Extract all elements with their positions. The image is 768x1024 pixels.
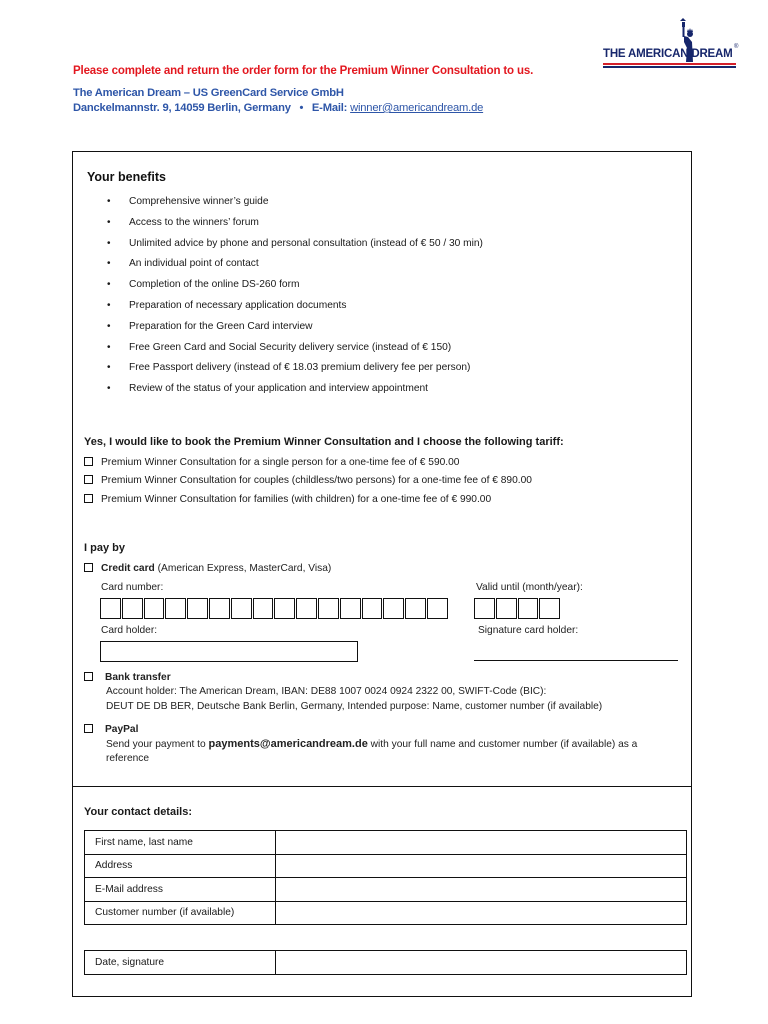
list-item: • Completion of the online DS-260 form [107,276,483,297]
paypal-instructions-line2: reference [106,753,150,764]
digit-box[interactable] [340,598,361,619]
contact-table [84,830,687,925]
bullet-dot: • [107,320,111,332]
paypal-checkbox[interactable] [84,724,93,733]
digit-box[interactable] [122,598,143,619]
list-item: • Free Passport delivery (instead of € 18.03 premium delivery fee per person) [107,359,483,380]
valid-until-input[interactable] [474,598,561,619]
digit-box[interactable] [100,598,121,619]
list-item: • Preparation for the Green Card interview [107,318,483,339]
credit-card-checkbox[interactable] [84,563,93,572]
email-link[interactable]: winner@americandream.de [350,102,484,114]
digit-box[interactable] [274,598,295,619]
list-item: • Access to the winners’ forum [107,214,483,235]
digit-box[interactable] [539,598,560,619]
digit-box[interactable] [518,598,539,619]
table-row [85,901,687,925]
signature-line[interactable] [474,660,678,661]
logo-red-stripe [603,63,736,65]
credit-card-label: Credit card [101,563,155,574]
tariff-option-families[interactable]: Premium Winner Consultation for families (with children) for a one-time fee of € 990.00 [84,494,491,505]
card-number-label: Card number: [101,582,164,593]
list-item: • An individual point of contact [107,255,483,276]
address-input[interactable] [276,854,687,878]
list-item: • Preparation of necessary application documents [107,297,483,318]
valid-until-label: Valid until (month/year): [476,582,583,593]
bullet-dot: • [107,383,111,395]
table-row [85,854,687,878]
bullet-dot: • [107,196,111,207]
date-signature-label: Date, signature [85,951,276,975]
payment-title: I pay by [84,542,125,554]
tariff-couples-checkbox[interactable] [84,475,93,484]
registered-mark: ® [734,44,739,50]
card-holder-label: Card holder: [101,625,158,636]
tariff-option-single[interactable]: Premium Winner Consultation for a single person for a one-time fee of € 590.00 [84,457,459,468]
headline: Please complete and return the order form for the Premium Winner Consultation to us. [73,65,534,77]
date-signature-input[interactable] [276,951,687,975]
digit-box[interactable] [318,598,339,619]
bullet-dot: • [107,362,111,374]
bullet-dot: • [107,258,111,270]
digit-box[interactable] [296,598,317,619]
bank-transfer-option[interactable] [84,672,171,683]
customer-number-label: Customer number (if available) [85,901,276,925]
paypal-label: PayPal [105,724,139,735]
list-item: • Free Green Card and Social Security delivery service (instead of € 150) [107,339,483,360]
bullet-dot: • [107,279,111,291]
list-item: • Comprehensive winner’s guide [107,193,483,214]
name-label: First name, last name [85,831,276,855]
signature-label: Signature card holder: [478,625,579,636]
benefits-list [107,193,483,401]
credit-card-types: (American Express, MasterCard, Visa) [157,563,332,574]
logo-blue-stripe [603,66,736,68]
credit-card-option[interactable] [84,563,331,574]
brand-logo [600,18,740,68]
email-address-input[interactable] [276,878,687,902]
address-text: Danckelmannstr. 9, 14059 Berlin, Germany [73,102,291,114]
list-item: • Review of the status of your application and interview appointment [107,380,483,401]
digit-box[interactable] [187,598,208,619]
email-label: E-Mail: [311,102,348,114]
digit-box[interactable] [165,598,186,619]
digit-box[interactable] [362,598,383,619]
statue-of-liberty-icon [600,18,740,68]
list-item: • Unlimited advice by phone and personal consultation (instead of € 50 / 30 min) [107,235,483,256]
tariff-option-couples[interactable]: Premium Winner Consultation for couples (childless/two persons) for a one-time fee of € 890.00 [84,475,532,486]
digit-box[interactable] [474,598,495,619]
logo-text: THE AMERICAN DREAM [603,48,733,60]
customer-number-input[interactable] [276,901,687,925]
date-signature-table [84,950,687,975]
contact-title: Your contact details: [84,806,192,818]
table-row [85,878,687,902]
table-row [85,951,687,975]
digit-box[interactable] [427,598,448,619]
paypal-email: payments@americandream.de [208,738,368,750]
address-label: Address [85,854,276,878]
digit-box[interactable] [144,598,165,619]
company-name: The American Dream – US GreenCard Service GmbH [73,87,344,99]
bullet-dot: • [107,237,111,249]
digit-box[interactable] [231,598,252,619]
company-address [73,102,483,114]
card-holder-input[interactable] [100,641,358,662]
benefits-title: Your benefits [87,170,166,184]
email-address-label: E-Mail address [85,878,276,902]
digit-box[interactable] [253,598,274,619]
bullet-dot: • [107,341,111,353]
bank-details-line1: Account holder: The American Dream, IBAN: DE88 1007 0024 0924 2322 00, SWIFT-Code (BIC): [106,686,547,697]
paypal-option[interactable] [84,724,138,735]
table-row [85,831,687,855]
bank-details-line2: DEUT DE DB BER, Deutsche Bank Berlin, Germany, Intended purpose: Name, customer number (if available) [106,701,603,712]
digit-box[interactable] [405,598,426,619]
tariff-single-checkbox[interactable] [84,457,93,466]
name-input[interactable] [276,831,687,855]
bank-transfer-label: Bank transfer [105,672,171,683]
card-number-input[interactable] [100,598,449,619]
digit-box[interactable] [496,598,517,619]
paypal-instructions: Send your payment to payments@americandream.de with your full name and customer number (if available) as a [106,738,638,750]
bank-transfer-checkbox[interactable] [84,672,93,681]
tariff-families-checkbox[interactable] [84,494,93,503]
digit-box[interactable] [209,598,230,619]
tariff-title: Yes, I would like to book the Premium Winner Consultation and I choose the following tariff: [84,436,564,448]
bullet-dot: • [107,216,111,228]
digit-box[interactable] [383,598,404,619]
bullet-dot: • [107,299,111,311]
section-divider [72,786,692,787]
separator-dot: • [299,102,304,114]
